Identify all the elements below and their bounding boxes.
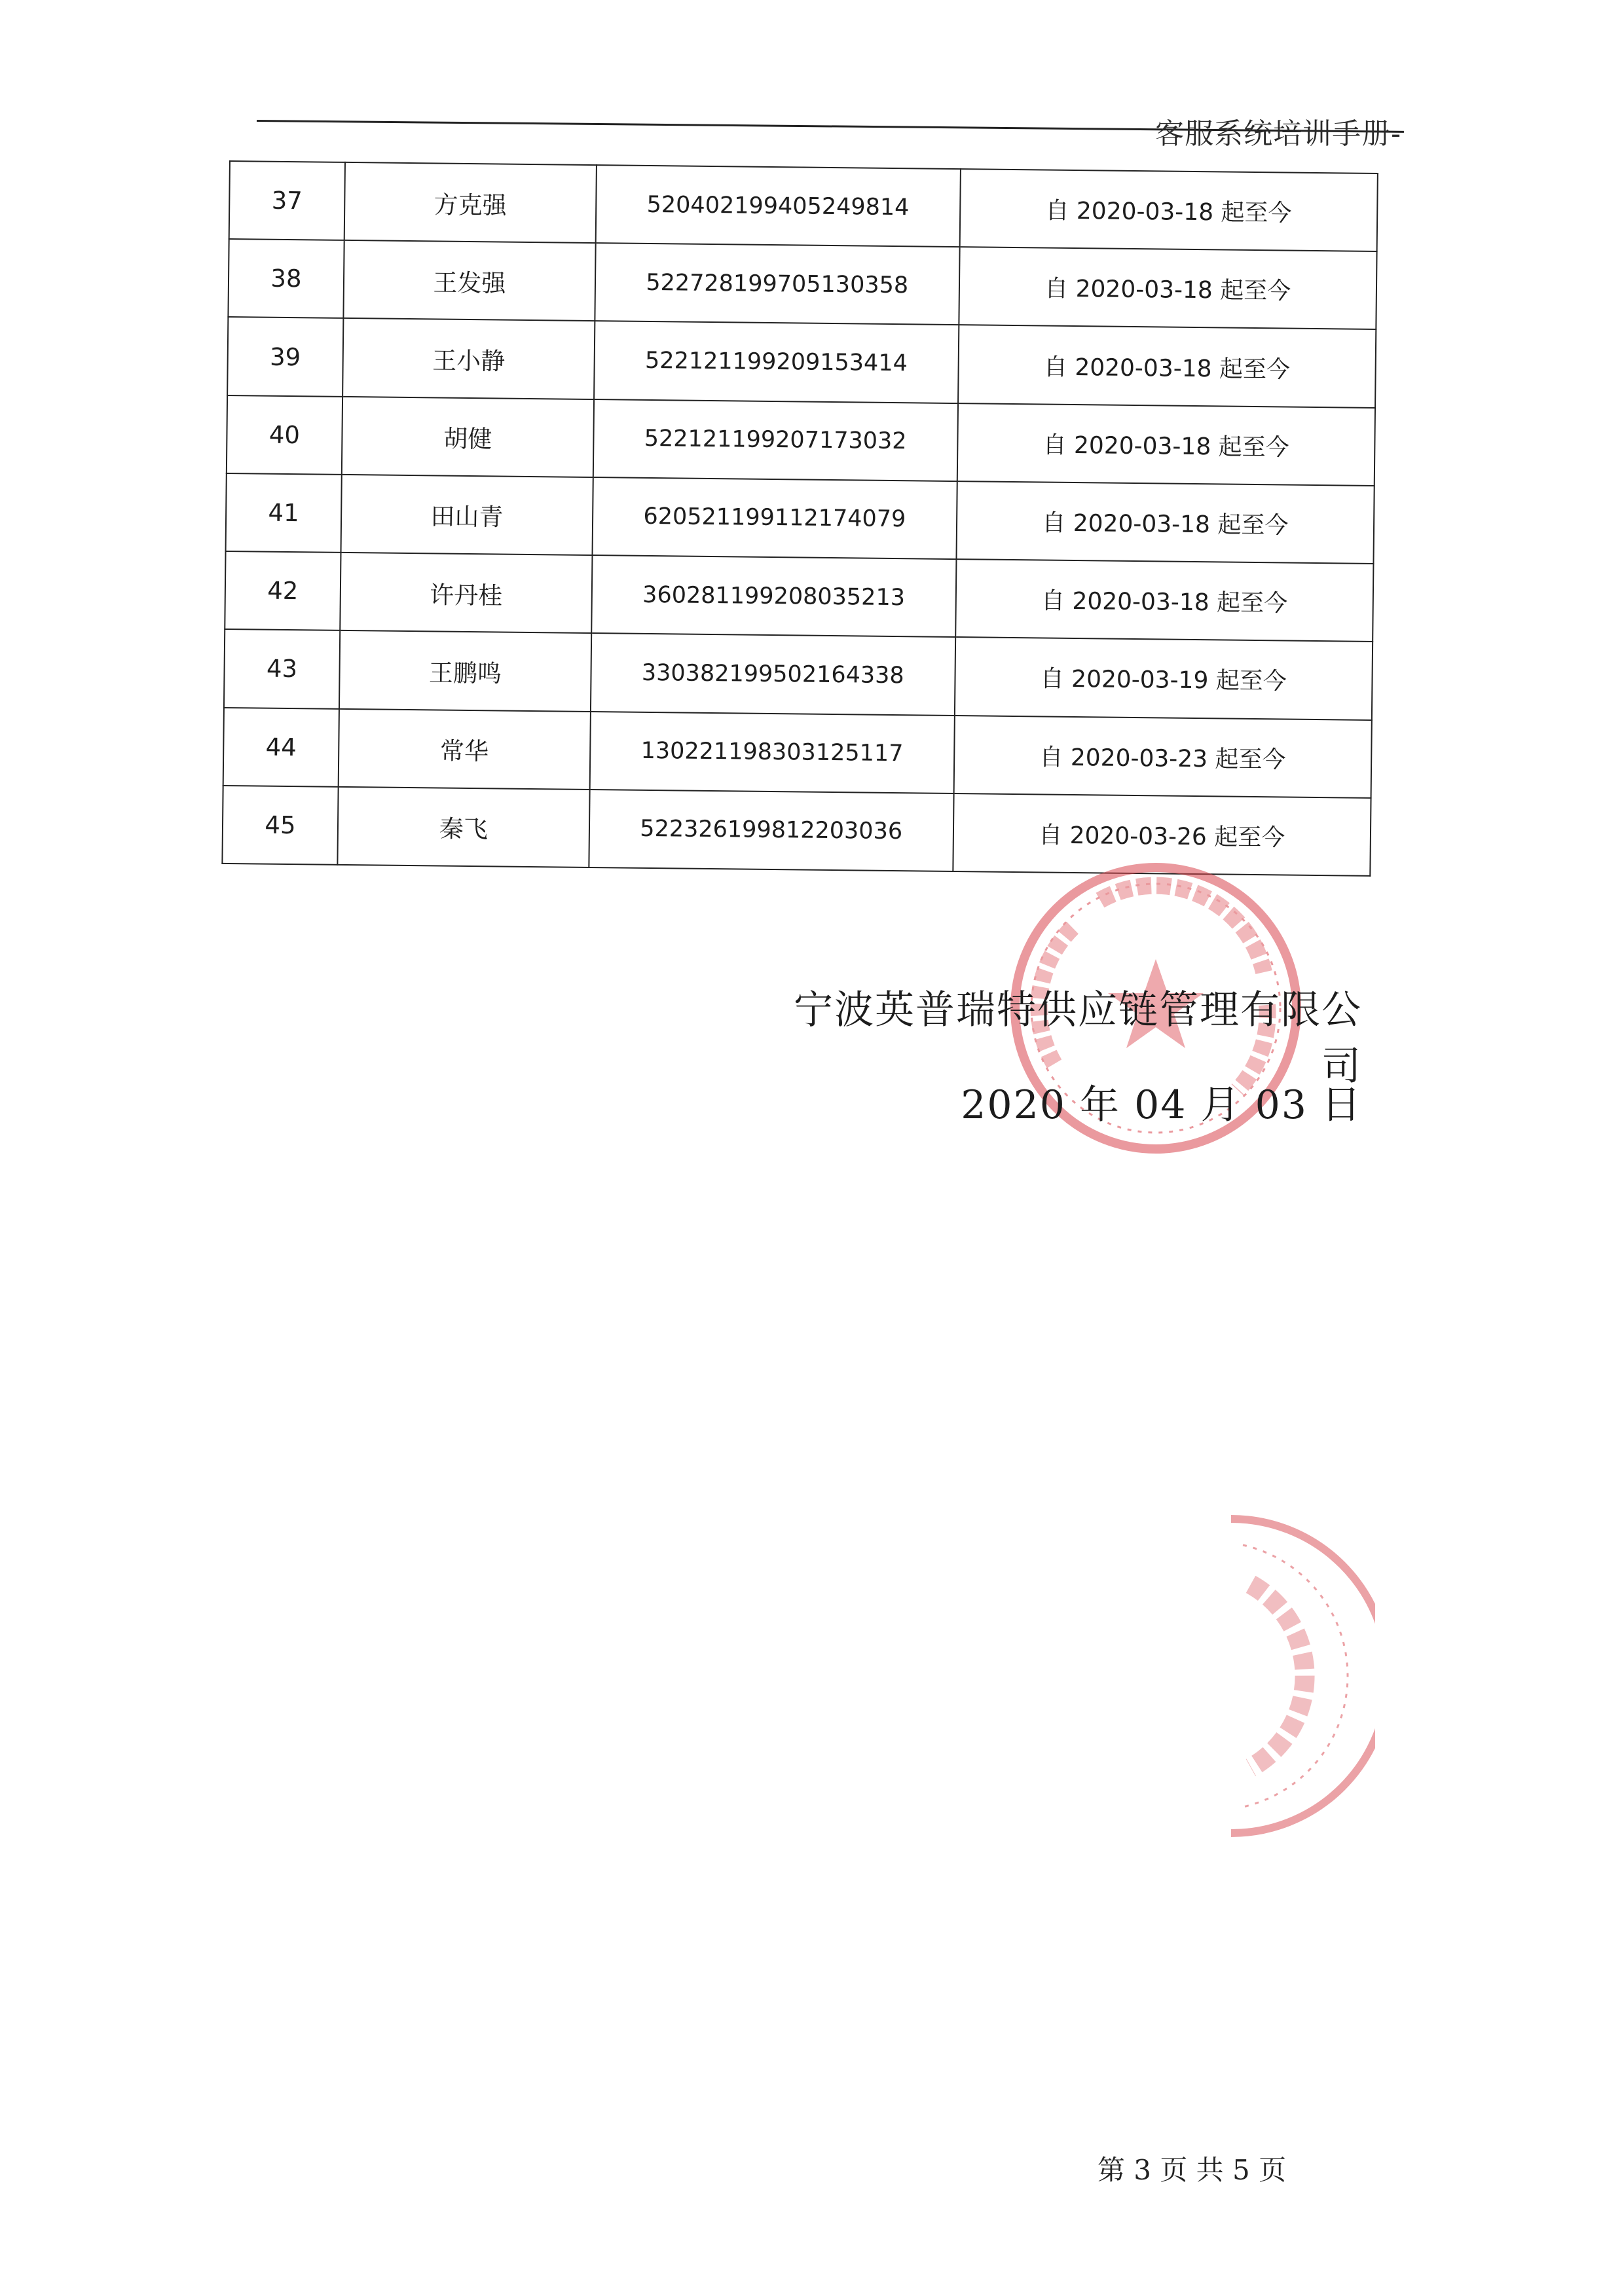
id-number: 522121199207173032 xyxy=(593,399,958,481)
table-row xyxy=(228,239,1376,329)
table-row xyxy=(223,707,1372,797)
table-row xyxy=(226,473,1375,564)
row-number: 43 xyxy=(224,629,340,708)
id-number: 330382199502164338 xyxy=(591,633,955,715)
row-number: 40 xyxy=(227,395,342,475)
table-row xyxy=(225,551,1373,642)
row-number: 38 xyxy=(228,239,344,318)
employment-period: 自 2020-03-18 起至今 xyxy=(956,481,1375,564)
employee-name: 王发强 xyxy=(343,240,595,321)
signature-date: 2020 年 04 月 03 日 xyxy=(961,1082,1362,1128)
row-number: 42 xyxy=(225,551,341,630)
id-number: 520402199405249814 xyxy=(596,165,961,247)
table-row xyxy=(227,317,1376,407)
header-title: 客服系统培训手册- xyxy=(1155,117,1401,151)
row-number: 41 xyxy=(226,473,342,553)
employment-period: 自 2020-03-19 起至今 xyxy=(954,637,1373,720)
row-number: 45 xyxy=(222,786,338,865)
employee-name: 田山青 xyxy=(341,475,593,555)
employment-period: 自 2020-03-18 起至今 xyxy=(959,169,1378,251)
employee-name: 王小静 xyxy=(342,318,595,399)
roster-table-body xyxy=(222,161,1378,876)
employee-name: 秦飞 xyxy=(337,787,589,867)
employment-period: 自 2020-03-18 起至今 xyxy=(959,247,1377,329)
employee-name: 方克强 xyxy=(344,162,597,243)
company-name: 宁波英普瑞特供应链管理有限公司 xyxy=(794,987,1362,1089)
roster-table-container xyxy=(221,160,1378,877)
id-number: 522728199705130358 xyxy=(595,243,959,325)
id-number: 360281199208035213 xyxy=(591,555,956,637)
id-number: 522121199209153414 xyxy=(594,321,959,403)
roster-table xyxy=(221,160,1378,877)
row-number: 39 xyxy=(227,317,343,396)
employment-period: 自 2020-03-26 起至今 xyxy=(953,793,1371,876)
table-row xyxy=(227,395,1375,486)
id-number: 522326199812203036 xyxy=(589,790,953,871)
row-number: 44 xyxy=(223,707,339,786)
employment-period: 自 2020-03-18 起至今 xyxy=(958,325,1376,408)
perforation-seal-icon xyxy=(1225,1506,1375,1846)
employment-period: 自 2020-03-18 起至今 xyxy=(957,403,1375,486)
row-number: 37 xyxy=(229,161,345,240)
employee-name: 王鹏鸣 xyxy=(339,630,591,711)
employee-name: 许丹桂 xyxy=(340,553,592,633)
id-number: 130221198303125117 xyxy=(590,712,955,793)
page-number: 第 3 页 共 5 页 xyxy=(1097,2154,1287,2186)
table-row xyxy=(224,629,1373,720)
employee-name: 胡健 xyxy=(342,397,594,477)
employment-period: 自 2020-03-23 起至今 xyxy=(953,716,1372,798)
table-row xyxy=(229,161,1378,251)
employee-name: 常华 xyxy=(339,708,591,789)
id-number: 620521199112174079 xyxy=(592,477,957,559)
employment-period: 自 2020-03-18 起至今 xyxy=(955,559,1374,642)
